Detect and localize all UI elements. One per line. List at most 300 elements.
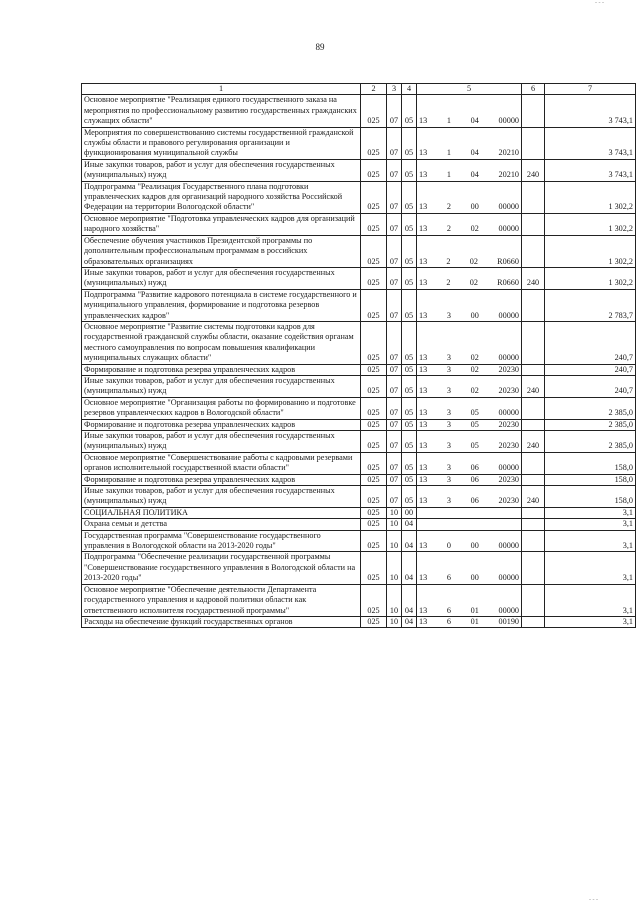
table-row xyxy=(82,213,636,235)
expense-type-code xyxy=(522,616,545,627)
target-article-code xyxy=(417,364,522,375)
target-article-part: 00000 xyxy=(498,573,519,583)
expense-type-code xyxy=(522,181,545,213)
subsection-code: 05 xyxy=(402,397,417,419)
target-article-part: 06 xyxy=(470,496,479,506)
amount-value: 3,1 xyxy=(545,530,636,552)
expense-type-code xyxy=(522,95,545,127)
target-article-part: 04 xyxy=(470,170,479,180)
section-code: 07 xyxy=(387,289,402,321)
amount-value: 3,1 xyxy=(545,584,636,616)
target-article-part: 00 xyxy=(470,310,479,320)
subsection-code: 04 xyxy=(402,584,417,616)
section-code: 10 xyxy=(387,519,402,530)
target-article-code xyxy=(417,321,522,364)
subsection-code: 05 xyxy=(402,486,417,508)
section-code: 07 xyxy=(387,452,402,474)
row-name: Расходы на обеспечение функций государственных органов xyxy=(82,616,361,627)
target-article-part: 02 xyxy=(470,386,479,396)
target-article-part: R0660 xyxy=(497,256,519,266)
section-code: 10 xyxy=(387,507,402,518)
ministry-code: 025 xyxy=(361,419,387,430)
target-article-part: 01 xyxy=(470,616,479,626)
section-code: 07 xyxy=(387,181,402,213)
target-article-parts xyxy=(419,463,519,473)
table-row xyxy=(82,397,636,419)
table-row xyxy=(82,267,636,289)
target-article-part: 20230 xyxy=(498,364,519,374)
target-article-part: 13 xyxy=(419,463,428,473)
subsection-code: 05 xyxy=(402,267,417,289)
target-article-parts xyxy=(419,386,519,396)
ministry-code: 025 xyxy=(361,95,387,127)
target-article-part: 02 xyxy=(470,353,479,363)
row-name: Основное мероприятие "Подготовка управленческих кадров для организаций народного хозяйства" xyxy=(82,213,361,235)
target-article-part: 00000 xyxy=(498,541,519,551)
target-article-part: 13 xyxy=(419,278,428,288)
target-article-part: 00000 xyxy=(498,202,519,212)
target-article-part: 3 xyxy=(446,408,451,418)
subsection-code: 05 xyxy=(402,159,417,181)
subsection-code: 05 xyxy=(402,235,417,267)
section-code: 07 xyxy=(387,364,402,375)
subsection-code: 05 xyxy=(402,181,417,213)
section-code: 10 xyxy=(387,530,402,552)
target-article-part: 00000 xyxy=(498,224,519,234)
subsection-code: 05 xyxy=(402,289,417,321)
expense-type-code xyxy=(522,552,545,584)
ministry-code: 025 xyxy=(361,397,387,419)
expense-type-code xyxy=(522,584,545,616)
amount-value: 1 302,2 xyxy=(545,267,636,289)
expense-type-code xyxy=(522,530,545,552)
table-row xyxy=(82,584,636,616)
column-header: 1 xyxy=(82,84,361,95)
table-row xyxy=(82,321,636,364)
row-name: Формирование и подготовка резерва управленческих кадров xyxy=(82,419,361,430)
row-name: Основное мероприятие "Организация работы по формированию и подготовке резервов управленческих кадров в Вологодской области" xyxy=(82,397,361,419)
section-code: 10 xyxy=(387,584,402,616)
table-row xyxy=(82,235,636,267)
target-article-parts xyxy=(419,365,519,375)
column-header: 3 xyxy=(387,84,402,95)
section-code: 10 xyxy=(387,552,402,584)
amount-value: 2 385,0 xyxy=(545,431,636,453)
ministry-code: 025 xyxy=(361,530,387,552)
target-article-part: 04 xyxy=(470,116,479,126)
section-code: 07 xyxy=(387,213,402,235)
target-article-part: 00000 xyxy=(498,463,519,473)
section-code: 07 xyxy=(387,474,402,485)
row-name: Иные закупки товаров, работ и услуг для обеспечения государственных (муниципальных) нужд xyxy=(82,267,361,289)
section-code: 07 xyxy=(387,397,402,419)
target-article-parts xyxy=(419,257,519,267)
target-article-code xyxy=(417,486,522,508)
column-header: 6 xyxy=(522,84,545,95)
target-article-part: 2 xyxy=(446,224,451,234)
target-article-part: 00000 xyxy=(498,605,519,615)
target-article-part: 6 xyxy=(446,605,451,615)
target-article-part: 00000 xyxy=(498,310,519,320)
amount-value: 240,7 xyxy=(545,321,636,364)
target-article-part: 2 xyxy=(446,202,451,212)
target-article-part: 3 xyxy=(446,364,451,374)
amount-value: 240,7 xyxy=(545,364,636,375)
scan-mark: - - - xyxy=(595,0,604,6)
table-row xyxy=(82,530,636,552)
target-article-parts xyxy=(419,441,519,451)
target-article-part: 00190 xyxy=(498,616,519,626)
target-article-part: 02 xyxy=(470,364,479,374)
ministry-code: 025 xyxy=(361,127,387,159)
target-article-parts xyxy=(419,420,519,430)
table-row xyxy=(82,159,636,181)
table-row xyxy=(82,616,636,627)
amount-value: 2 783,7 xyxy=(545,289,636,321)
expense-type-code xyxy=(522,419,545,430)
ministry-code: 025 xyxy=(361,364,387,375)
table-row xyxy=(82,519,636,530)
ministry-code: 025 xyxy=(361,159,387,181)
expense-type-code: 240 xyxy=(522,159,545,181)
amount-value: 3 743,1 xyxy=(545,159,636,181)
row-name: Иные закупки товаров, работ и услуг для обеспечения государственных (муниципальных) нужд xyxy=(82,375,361,397)
target-article-parts xyxy=(419,408,519,418)
target-article-part: 13 xyxy=(419,353,428,363)
amount-value: 158,0 xyxy=(545,452,636,474)
section-code: 07 xyxy=(387,486,402,508)
row-name: Мероприятия по совершенствованию системы государственной гражданской службы области и правового регулирования организации и функционирования муниципальной службы xyxy=(82,127,361,159)
amount-value: 3,1 xyxy=(545,616,636,627)
target-article-part: 13 xyxy=(419,148,428,158)
target-article-part: 6 xyxy=(446,616,451,626)
target-article-code xyxy=(417,519,522,530)
ministry-code: 025 xyxy=(361,452,387,474)
target-article-parts xyxy=(419,541,519,551)
section-code: 07 xyxy=(387,127,402,159)
ministry-code: 025 xyxy=(361,474,387,485)
target-article-part: 3 xyxy=(446,310,451,320)
target-article-parts xyxy=(419,116,519,126)
section-code: 10 xyxy=(387,616,402,627)
subsection-code: 05 xyxy=(402,127,417,159)
ministry-code: 025 xyxy=(361,213,387,235)
target-article-code xyxy=(417,474,522,485)
target-article-part: 13 xyxy=(419,605,428,615)
target-article-parts xyxy=(419,606,519,616)
target-article-part: 00 xyxy=(470,573,479,583)
target-article-part: 00000 xyxy=(498,116,519,126)
ministry-code: 025 xyxy=(361,431,387,453)
amount-value: 3,1 xyxy=(545,507,636,518)
section-code: 07 xyxy=(387,267,402,289)
target-article-part: 13 xyxy=(419,170,428,180)
target-article-part: 13 xyxy=(419,386,428,396)
expense-type-code xyxy=(522,235,545,267)
target-article-code xyxy=(417,181,522,213)
target-article-part: 13 xyxy=(419,364,428,374)
target-article-part: R0660 xyxy=(497,278,519,288)
row-name: Государственная программа "Совершенствование государственного управления в Вологодской области на 2013-2020 годы" xyxy=(82,530,361,552)
row-name: Формирование и подготовка резерва управленческих кадров xyxy=(82,364,361,375)
target-article-part: 02 xyxy=(469,256,478,266)
ministry-code: 025 xyxy=(361,519,387,530)
target-article-part: 00000 xyxy=(498,408,519,418)
row-name: Подпрограмма "Обеспечение реализации государственной программы "Совершенствование государственного управления в Вологодской области на 2013-2020 годы" xyxy=(82,552,361,584)
ministry-code: 025 xyxy=(361,552,387,584)
target-article-part: 2 xyxy=(446,256,451,266)
target-article-code xyxy=(417,267,522,289)
subsection-code: 04 xyxy=(402,530,417,552)
target-article-parts xyxy=(419,148,519,158)
row-name: Основное мероприятие "Совершенствование работы с кадровыми резервами органов исполнительной государственной власти области" xyxy=(82,452,361,474)
amount-value: 3 743,1 xyxy=(545,95,636,127)
section-code: 07 xyxy=(387,375,402,397)
target-article-code xyxy=(417,289,522,321)
target-article-part: 1 xyxy=(446,170,451,180)
target-article-part: 20230 xyxy=(498,419,519,429)
subsection-code: 05 xyxy=(402,419,417,430)
target-article-parts xyxy=(419,617,519,627)
target-article-part: 13 xyxy=(419,408,428,418)
target-article-code xyxy=(417,507,522,518)
target-article-parts xyxy=(419,202,519,212)
ministry-code: 025 xyxy=(361,267,387,289)
target-article-part: 13 xyxy=(419,202,428,212)
expense-type-code xyxy=(522,519,545,530)
expense-type-code xyxy=(522,364,545,375)
table-row xyxy=(82,95,636,127)
table-row xyxy=(82,419,636,430)
subsection-code: 05 xyxy=(402,474,417,485)
amount-value: 2 385,0 xyxy=(545,419,636,430)
target-article-code xyxy=(417,616,522,627)
column-header: 2 xyxy=(361,84,387,95)
target-article-part: 13 xyxy=(419,541,428,551)
subsection-code: 04 xyxy=(402,519,417,530)
subsection-code: 05 xyxy=(402,375,417,397)
amount-value: 1 302,2 xyxy=(545,181,636,213)
target-article-part: 00000 xyxy=(498,353,519,363)
section-code: 07 xyxy=(387,321,402,364)
scan-mark: - - - xyxy=(589,897,598,903)
target-article-part: 05 xyxy=(470,408,479,418)
target-article-part: 06 xyxy=(470,463,479,473)
target-article-part: 13 xyxy=(419,474,428,484)
target-article-part: 13 xyxy=(419,573,428,583)
target-article-parts xyxy=(419,224,519,234)
target-article-part: 01 xyxy=(470,605,479,615)
subsection-code: 05 xyxy=(402,95,417,127)
expense-type-code: 240 xyxy=(522,375,545,397)
target-article-part: 02 xyxy=(469,278,478,288)
target-article-part: 13 xyxy=(419,419,428,429)
ministry-code: 025 xyxy=(361,321,387,364)
target-article-parts xyxy=(419,278,519,288)
target-article-part: 05 xyxy=(470,441,479,451)
page-number: 89 xyxy=(315,42,325,52)
target-article-part: 3 xyxy=(446,353,451,363)
target-article-part: 3 xyxy=(446,474,451,484)
expense-type-code xyxy=(522,474,545,485)
target-article-part: 20230 xyxy=(498,441,519,451)
amount-value: 158,0 xyxy=(545,486,636,508)
amount-value: 3,1 xyxy=(545,552,636,584)
target-article-parts xyxy=(419,311,519,321)
ministry-code: 025 xyxy=(361,486,387,508)
row-name: Иные закупки товаров, работ и услуг для обеспечения государственных (муниципальных) нужд xyxy=(82,486,361,508)
table-row xyxy=(82,486,636,508)
column-header: 7 xyxy=(545,84,636,95)
row-name: Подпрограмма "Развитие кадрового потенциала в системе государственного и муниципального управления, формирование и подготовка резервов управленческих кадров" xyxy=(82,289,361,321)
target-article-code xyxy=(417,127,522,159)
target-article-parts xyxy=(419,496,519,506)
target-article-code xyxy=(417,213,522,235)
row-name: СОЦИАЛЬНАЯ ПОЛИТИКА xyxy=(82,507,361,518)
column-header: 4 xyxy=(402,84,417,95)
section-code: 07 xyxy=(387,159,402,181)
subsection-code: 00 xyxy=(402,507,417,518)
target-article-code xyxy=(417,159,522,181)
target-article-part: 6 xyxy=(446,573,451,583)
subsection-code: 05 xyxy=(402,431,417,453)
target-article-part: 1 xyxy=(446,148,451,158)
target-article-part: 13 xyxy=(419,496,428,506)
row-name: Иные закупки товаров, работ и услуг для обеспечения государственных (муниципальных) нужд xyxy=(82,159,361,181)
expense-type-code xyxy=(522,397,545,419)
row-name: Обеспечение обучения участников Президентской программы по дополнительным профессиональным программам в российских образовательных организациях xyxy=(82,235,361,267)
table-row xyxy=(82,375,636,397)
target-article-part: 13 xyxy=(419,256,428,266)
expense-type-code: 240 xyxy=(522,431,545,453)
target-article-part: 00 xyxy=(470,541,479,551)
target-article-part: 3 xyxy=(446,463,451,473)
expense-type-code: 240 xyxy=(522,267,545,289)
amount-value: 3,1 xyxy=(545,519,636,530)
target-article-part: 00 xyxy=(470,202,479,212)
table-row xyxy=(82,431,636,453)
target-article-code xyxy=(417,375,522,397)
target-article-part: 2 xyxy=(446,278,451,288)
expense-type-code xyxy=(522,507,545,518)
target-article-part: 1 xyxy=(446,116,451,126)
subsection-code: 04 xyxy=(402,552,417,584)
budget-table xyxy=(81,83,636,628)
section-code: 07 xyxy=(387,95,402,127)
amount-value: 240,7 xyxy=(545,375,636,397)
target-article-part: 13 xyxy=(419,616,428,626)
ministry-code: 025 xyxy=(361,375,387,397)
target-article-code xyxy=(417,397,522,419)
ministry-code: 025 xyxy=(361,507,387,518)
ministry-code: 025 xyxy=(361,181,387,213)
target-article-part: 20230 xyxy=(498,474,519,484)
table-row xyxy=(82,474,636,485)
row-name: Основное мероприятие "Развитие системы подготовки кадров для государственной гражданской службы области, оказание содействия органам местного самоуправления по вопросам повышения квалификации муниципальных служащих области" xyxy=(82,321,361,364)
subsection-code: 05 xyxy=(402,452,417,474)
amount-value: 1 302,2 xyxy=(545,235,636,267)
table-row xyxy=(82,452,636,474)
subsection-code: 05 xyxy=(402,321,417,364)
target-article-part: 0 xyxy=(446,541,451,551)
target-article-part: 20210 xyxy=(498,148,519,158)
amount-value: 1 302,2 xyxy=(545,213,636,235)
row-name: Охрана семьи и детства xyxy=(82,519,361,530)
row-name: Основное мероприятие "Реализация единого государственного заказа на мероприятия по профессиональному развитию государственных гражданских служащих области" xyxy=(82,95,361,127)
target-article-part: 05 xyxy=(470,419,479,429)
expense-type-code xyxy=(522,289,545,321)
amount-value: 2 385,0 xyxy=(545,397,636,419)
amount-value: 3 743,1 xyxy=(545,127,636,159)
section-code: 07 xyxy=(387,419,402,430)
expense-type-code xyxy=(522,452,545,474)
target-article-part: 20230 xyxy=(498,386,519,396)
target-article-code xyxy=(417,95,522,127)
target-article-parts xyxy=(419,170,519,180)
ministry-code: 025 xyxy=(361,289,387,321)
subsection-code: 04 xyxy=(402,616,417,627)
table-row xyxy=(82,127,636,159)
ministry-code: 025 xyxy=(361,584,387,616)
target-article-part: 3 xyxy=(446,419,451,429)
table-row xyxy=(82,364,636,375)
target-article-part: 13 xyxy=(419,224,428,234)
target-article-part: 13 xyxy=(419,116,428,126)
target-article-part: 3 xyxy=(446,386,451,396)
table-row xyxy=(82,552,636,584)
target-article-part: 3 xyxy=(446,496,451,506)
subsection-code: 05 xyxy=(402,364,417,375)
target-article-part: 3 xyxy=(446,441,451,451)
row-name: Подпрограмма "Реализация Государственного плана подготовки управленческих кадров для организаций народного хозяйства Российской Федерации на территории Вологодской области" xyxy=(82,181,361,213)
ministry-code: 025 xyxy=(361,235,387,267)
subsection-code: 05 xyxy=(402,213,417,235)
target-article-code xyxy=(417,584,522,616)
target-article-parts xyxy=(419,475,519,485)
target-article-part: 04 xyxy=(470,148,479,158)
amount-value: 158,0 xyxy=(545,474,636,485)
section-code: 07 xyxy=(387,235,402,267)
target-article-code xyxy=(417,235,522,267)
target-article-code xyxy=(417,419,522,430)
target-article-code xyxy=(417,452,522,474)
target-article-code xyxy=(417,530,522,552)
section-code: 07 xyxy=(387,431,402,453)
target-article-part: 13 xyxy=(419,441,428,451)
column-header: 5 xyxy=(417,84,522,95)
target-article-part: 20230 xyxy=(498,496,519,506)
table-header-row xyxy=(82,84,636,95)
row-name: Основное мероприятие "Обеспечение деятельности Департамента государственного управления и кадровой политики области как ответственного исполнителя государственной программы" xyxy=(82,584,361,616)
expense-type-code: 240 xyxy=(522,486,545,508)
table-row xyxy=(82,507,636,518)
expense-type-code xyxy=(522,127,545,159)
table-row xyxy=(82,289,636,321)
row-name: Формирование и подготовка резерва управленческих кадров xyxy=(82,474,361,485)
target-article-parts xyxy=(419,353,519,363)
target-article-part: 20210 xyxy=(498,170,519,180)
row-name: Иные закупки товаров, работ и услуг для обеспечения государственных (муниципальных) нужд xyxy=(82,431,361,453)
ministry-code: 025 xyxy=(361,616,387,627)
target-article-part: 13 xyxy=(419,310,428,320)
target-article-part: 06 xyxy=(470,474,479,484)
target-article-code xyxy=(417,552,522,584)
table-row xyxy=(82,181,636,213)
target-article-code xyxy=(417,431,522,453)
target-article-part: 02 xyxy=(470,224,479,234)
target-article-parts xyxy=(419,573,519,583)
expense-type-code xyxy=(522,213,545,235)
